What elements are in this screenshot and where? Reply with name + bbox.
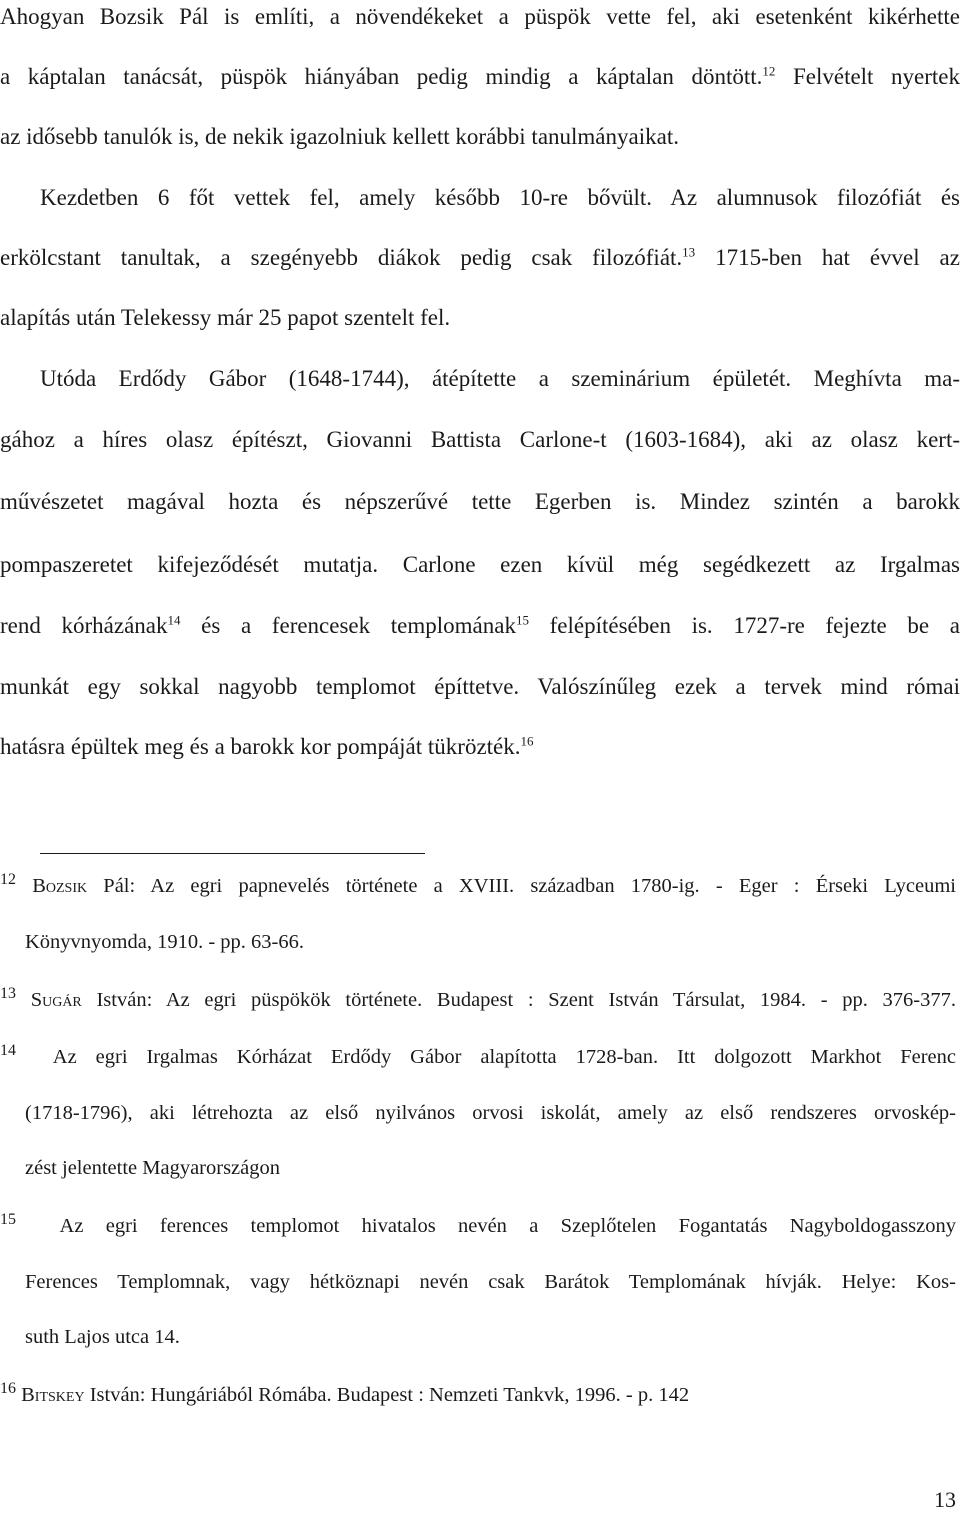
footnote-author: Bozsik [32,875,88,897]
footnote-ref-16: 16 [520,733,534,749]
footnote-ref-15: 15 [515,612,529,628]
footnote-12-line-2: Könyvnyomda, 1910. - pp. 63-66. [25,931,305,953]
footnote-number: 15 [0,1211,16,1229]
footnote-15-line-2: Ferences Templomnak, vagy hétköznapi nevén csak Barátok Templomának hívják. Helye: Kos- [25,1271,956,1293]
body-line-10: pompaszeretet kifejeződését mutatja. Carlone ezen kívül még segédkezett az Irgalmas [0,552,960,577]
footnote-number: 16 [0,1380,16,1398]
footnote-ref-14: 14 [167,612,181,628]
body-line-3: az idősebb tanulók is, de nekik igazolniuk kellett korábbi tanulmányaikat. [0,124,679,149]
footnote-12: $^{12}$ Bozsik Pál: Az egri papnevelés története a XVIII. században 1780-ig. - Eger : Érseki Lyceumi [0,871,956,897]
footnote-15-line-3: suth Lajos utca 14. [25,1326,180,1348]
body-line-6: alapítás után Telekessy már 25 papot szentelt fel. [0,305,451,330]
footnote-15: $^{15}$ Az egri ferences templomot hivatalos nevén a Szeplőtelen Fogantatás Nagyboldogasszony [0,1211,957,1237]
body-line-4: Kezdetben 6 főt vettek fel, amely később 10-re bővült. Az alumnusok filozófiát és [40,185,960,210]
footnote-number: 12 [0,871,16,889]
page-number: 13 [934,1487,956,1512]
footnote-14-line-3: zést jelentette Magyarországon [25,1157,280,1179]
footnote-13: $^{13}$ Sugár István: Az egri püspökök története. Budapest : Szent István Társulat, 1984. - pp. 376-377. [0,985,957,1011]
footnote-number: 14 [0,1042,16,1060]
footnote-author: Sugár [30,989,82,1011]
body-line-1: Ahogyan Bozsik Pál is említi, a növendékeket a püspök vette fel, aki esetenként kikérhette [0,4,960,29]
footnote-ref-13: 13 [682,244,696,260]
body-line-9: művészetet magával hozta és népszerűvé tette Egerben is. Mindez szintén a barokk [0,489,960,514]
footnote-ref-12: 12 [762,63,776,79]
footnote-14-line-2: (1718-1796), aki létrehozta az első nyilvános orvosi iskolát, amely az első rendszeres orvoskép- [25,1102,956,1124]
body-line-8: gához a híres olasz építészt, Giovanni Battista Carlone-t (1603-1684), aki az olasz kert- [0,427,960,452]
footnote-16: $^{16}$ Bitskey István: Hungáriából Rómába. Budapest : Nemzeti Tankvk, 1996. - p. 142 [0,1380,690,1406]
body-line-7: Utóda Erdődy Gábor (1648-1744), átépítette a szeminárium épületét. Meghívta ma- [40,366,960,391]
body-line-11: rend kórházának$^{14}$ és a ferencesek templomának$^{15}$ felépítésében is. 1727-re fejezte be a [0,612,960,638]
footnote-number: 13 [0,985,16,1003]
body-line-5: erkölcstant tanultak, a szegényebb diákok pedig csak filozófiát.$^{13}$ 1715-ben hat évvel az [0,244,960,270]
body-line-2: a káptalan tanácsát, püspök hiányában pedig mindig a káptalan döntött.$^{12}$ Felvételt nyertek [0,63,960,89]
body-line-12: munkát egy sokkal nagyobb templomot építtetve. Valószínűleg ezek a tervek mind római [0,674,960,699]
body-line-13: hatásra épültek meg és a barokk kor pompáját tükrözték.$^{16}$ [0,733,534,759]
footnote-author: Bitskey [21,1384,85,1406]
footnote-14: $^{14}$ Az egri Irgalmas Kórházat Erdődy Gábor alapította 1728-ban. Itt dolgozott Markhot Ferenc [0,1042,956,1068]
footnote-separator [40,853,425,854]
